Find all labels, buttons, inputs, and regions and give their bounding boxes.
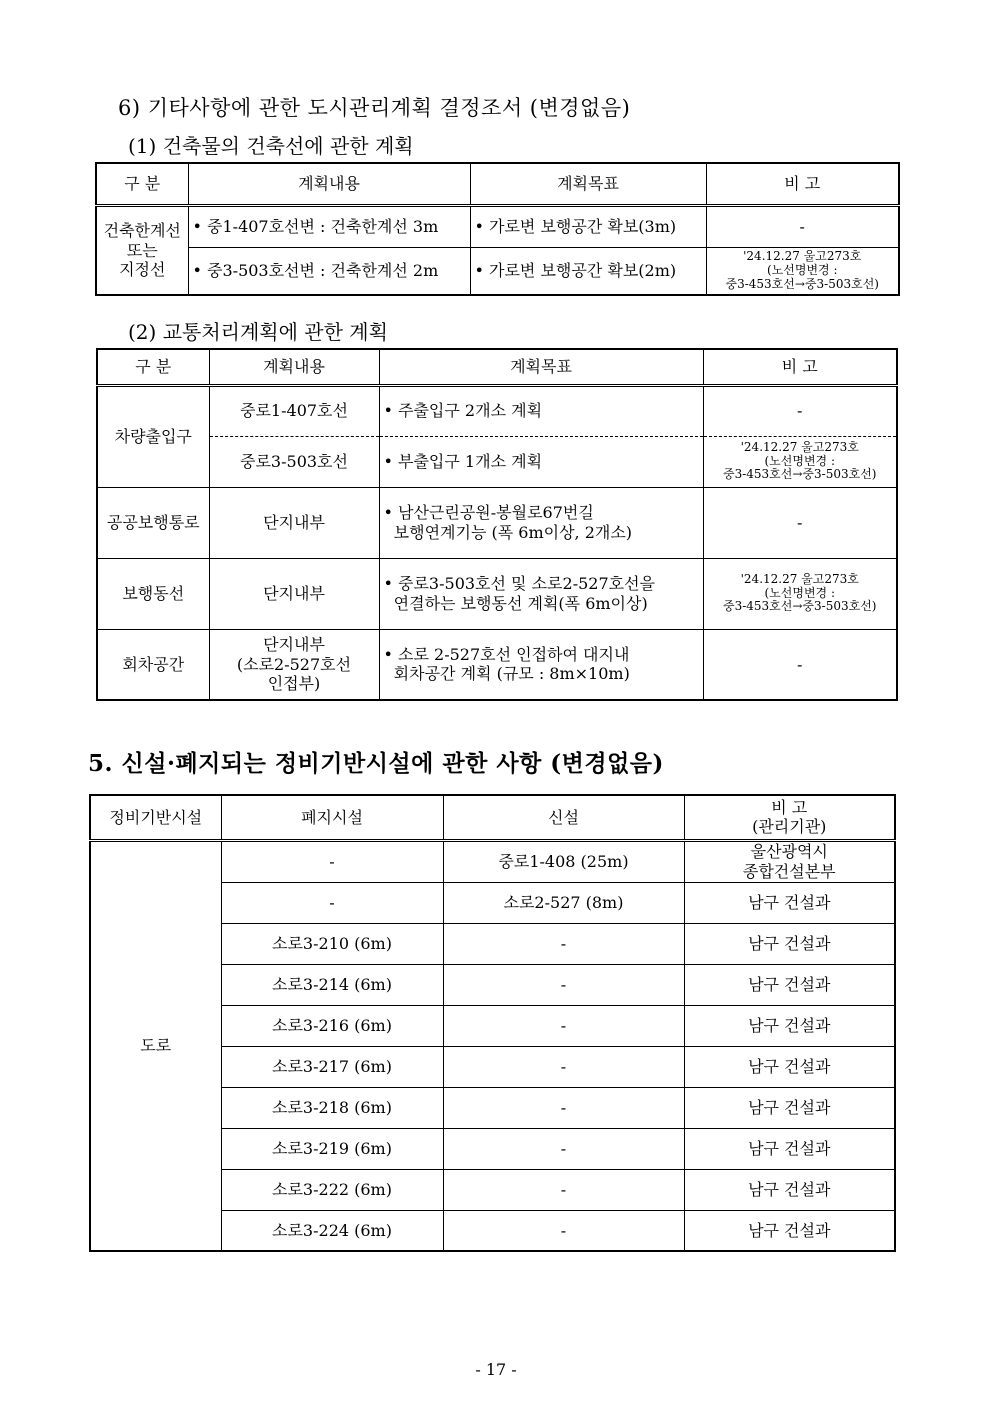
abolished-cell: 소로3-216 (6m) <box>221 1005 443 1046</box>
abolished-cell: 소로3-222 (6m) <box>221 1169 443 1210</box>
plan-goal-cell: • 주출입구 2개소 계획 <box>379 385 703 436</box>
note-cell: - <box>706 205 899 247</box>
new-cell: 소로2-527 (8m) <box>443 882 684 923</box>
plan-goal-cell: • 가로변 보행공간 확보(2m) <box>470 247 706 295</box>
new-cell: - <box>443 1210 684 1251</box>
agency-cell: 남구 건설과 <box>684 1128 895 1169</box>
abolished-cell: 소로3-214 (6m) <box>221 964 443 1005</box>
agency-cell: 울산광역시 종합건설본부 <box>684 840 895 882</box>
note-cell: - <box>703 487 897 558</box>
plan-content-cell: 단지내부 (소로2-527호선 인접부) <box>209 629 379 700</box>
section-5-title: 5. 신설·폐지되는 정비기반시설에 관한 사항 (변경없음) <box>88 750 664 777</box>
table-header: 비 고 <box>706 163 899 205</box>
new-cell: - <box>443 1128 684 1169</box>
plan-content-cell: 단지내부 <box>209 558 379 629</box>
note-cell: '24.12.27 울고273호 (노선명변경 : 중3-453호선→중3-503호선) <box>703 436 897 487</box>
table-header: 계획내용 <box>209 349 379 385</box>
table-header: 계획목표 <box>379 349 703 385</box>
abolished-cell: 소로3-217 (6m) <box>221 1046 443 1087</box>
new-cell: - <box>443 923 684 964</box>
new-cell: 중로1-408 (25m) <box>443 840 684 882</box>
table-header: 신설 <box>443 795 684 840</box>
agency-cell: 남구 건설과 <box>684 1087 895 1128</box>
infrastructure-table <box>89 794 896 1252</box>
traffic-plan-table <box>96 348 898 701</box>
note-cell: - <box>703 629 897 700</box>
category-cell: 건축한계선 또는 지정선 <box>96 205 188 295</box>
plan-goal-cell: • 중로3-503호선 및 소로2-527호선을 연결하는 보행동선 계획(폭 6m이상) <box>379 558 703 629</box>
plan-content-cell: • 중3-503호선변 : 건축한계선 2m <box>188 247 470 295</box>
category-cell: 공공보행통로 <box>97 487 209 558</box>
plan-goal-cell: • 남산근린공원-봉월로67번길 보행연계기능 (폭 6m이상, 2개소) <box>379 487 703 558</box>
plan-content-cell: • 중1-407호선변 : 건축한계선 3m <box>188 205 470 247</box>
abolished-cell: 소로3-219 (6m) <box>221 1128 443 1169</box>
abolished-cell: - <box>221 882 443 923</box>
table-header: 비 고 <box>703 349 897 385</box>
category-cell: 도로 <box>90 840 221 1251</box>
page-number: - 17 - <box>475 1360 517 1379</box>
table-header: 폐지시설 <box>221 795 443 840</box>
plan-content-cell: 중로3-503호선 <box>209 436 379 487</box>
note-cell: '24.12.27 울고273호 (노선명변경 : 중3-453호선→중3-503호선) <box>703 558 897 629</box>
subsection-2-title: (2) 교통처리계획에 관한 계획 <box>128 320 388 344</box>
note-cell: - <box>703 385 897 436</box>
agency-cell: 남구 건설과 <box>684 1210 895 1251</box>
new-cell: - <box>443 1046 684 1087</box>
abolished-cell: 소로3-210 (6m) <box>221 923 443 964</box>
new-cell: - <box>443 1087 684 1128</box>
abolished-cell: - <box>221 840 443 882</box>
plan-goal-cell: • 소로 2-527호선 인접하여 대지내 회차공간 계획 (규모 : 8m×10m) <box>379 629 703 700</box>
agency-cell: 남구 건설과 <box>684 1169 895 1210</box>
plan-goal-cell: • 가로변 보행공간 확보(3m) <box>470 205 706 247</box>
agency-cell: 남구 건설과 <box>684 1005 895 1046</box>
subsection-1-title: (1) 건축물의 건축선에 관한 계획 <box>128 134 414 158</box>
abolished-cell: 소로3-218 (6m) <box>221 1087 443 1128</box>
abolished-cell: 소로3-224 (6m) <box>221 1210 443 1251</box>
plan-content-cell: 단지내부 <box>209 487 379 558</box>
building-line-table <box>95 162 900 296</box>
section-6-title: 6) 기타사항에 관한 도시관리계획 결정조서 (변경없음) <box>118 96 631 120</box>
table-header: 계획목표 <box>470 163 706 205</box>
table-header: 비 고 (관리기관) <box>684 795 895 840</box>
table-header: 계획내용 <box>188 163 470 205</box>
category-cell: 보행동선 <box>97 558 209 629</box>
new-cell: - <box>443 964 684 1005</box>
table-header: 정비기반시설 <box>90 795 221 840</box>
note-cell: '24.12.27 울고273호 (노선명변경 : 중3-453호선→중3-503호선) <box>706 247 899 295</box>
new-cell: - <box>443 1005 684 1046</box>
category-cell: 차량출입구 <box>97 385 209 487</box>
agency-cell: 남구 건설과 <box>684 882 895 923</box>
new-cell: - <box>443 1169 684 1210</box>
agency-cell: 남구 건설과 <box>684 964 895 1005</box>
agency-cell: 남구 건설과 <box>684 1046 895 1087</box>
category-cell: 회차공간 <box>97 629 209 700</box>
plan-content-cell: 중로1-407호선 <box>209 385 379 436</box>
table-header: 구 분 <box>97 349 209 385</box>
plan-goal-cell: • 부출입구 1개소 계획 <box>379 436 703 487</box>
table-header: 구 분 <box>96 163 188 205</box>
agency-cell: 남구 건설과 <box>684 923 895 964</box>
